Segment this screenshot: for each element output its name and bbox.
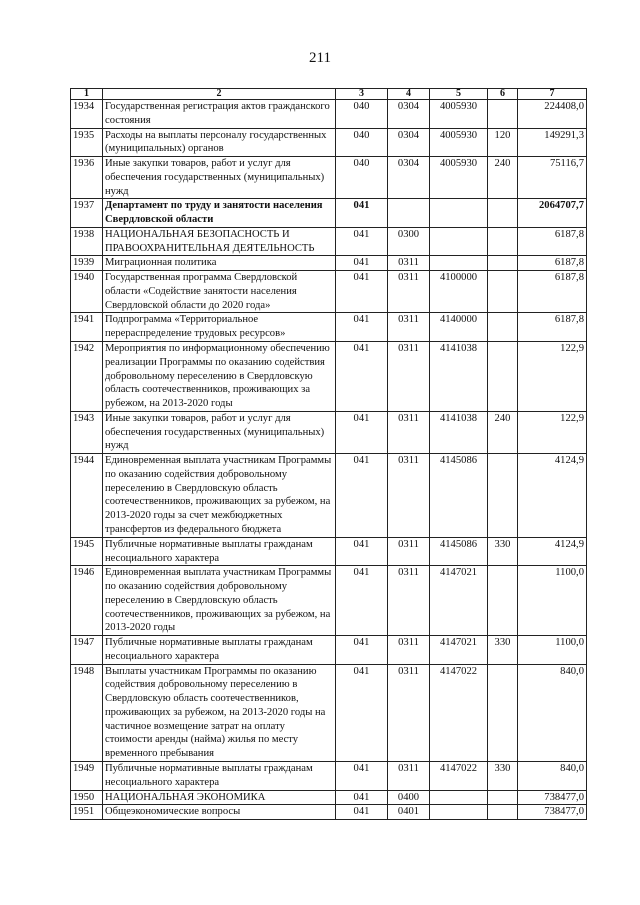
- row-number: 1951: [71, 805, 103, 820]
- row-target-code: [430, 227, 488, 256]
- row-expense-type-code: 330: [488, 761, 518, 790]
- table-row: [71, 199, 587, 228]
- row-name: НАЦИОНАЛЬНАЯ БЕЗОПАСНОСТЬ И ПРАВООХРАНИТЕЛЬНАЯ ДЕЯТЕЛЬНОСТЬ: [103, 227, 336, 256]
- row-target-code: 4147022: [430, 664, 488, 761]
- row-section-code: 0304: [388, 128, 430, 157]
- row-name: Иные закупки товаров, работ и услуг для обеспечения государственных (муниципальных) нужд: [103, 157, 336, 199]
- row-section-code: 0311: [388, 411, 430, 453]
- row-amount: 1100,0: [518, 566, 587, 636]
- table-row: [71, 537, 587, 566]
- table-row: [71, 342, 587, 412]
- row-name: Единовременная выплата участникам Программы по оказанию содействия добровольному переселению в Свердловскую область соотечественников, проживающих за рубежом, на 2013-2020 годы: [103, 566, 336, 636]
- row-ministry-code: 041: [336, 227, 388, 256]
- row-number: 1934: [71, 100, 103, 129]
- row-expense-type-code: [488, 271, 518, 313]
- row-expense-type-code: [488, 454, 518, 538]
- table-row: [71, 566, 587, 636]
- row-ministry-code: 040: [336, 128, 388, 157]
- table-row: [71, 157, 587, 199]
- page-number: 211: [309, 50, 331, 66]
- row-ministry-code: 041: [336, 411, 388, 453]
- row-amount: 840,0: [518, 664, 587, 761]
- row-expense-type-code: [488, 566, 518, 636]
- row-number: 1939: [71, 256, 103, 271]
- table-row: [71, 128, 587, 157]
- row-target-code: 4141038: [430, 342, 488, 412]
- row-target-code: 4147022: [430, 761, 488, 790]
- row-name: Расходы на выплаты персоналу государственных (муниципальных) органов: [103, 128, 336, 157]
- row-number: 1938: [71, 227, 103, 256]
- row-target-code: 4005930: [430, 157, 488, 199]
- row-target-code: [430, 805, 488, 820]
- row-name: Публичные нормативные выплаты гражданам несоциального характера: [103, 537, 336, 566]
- row-number: 1947: [71, 636, 103, 665]
- header-cell-1: 1: [71, 89, 103, 100]
- row-amount: 1100,0: [518, 636, 587, 665]
- table-header-row: [71, 89, 587, 100]
- header-cell-3: 3: [336, 89, 388, 100]
- row-amount: 840,0: [518, 761, 587, 790]
- row-name: Иные закупки товаров, работ и услуг для обеспечения государственных (муниципальных) нужд: [103, 411, 336, 453]
- row-number: 1940: [71, 271, 103, 313]
- row-name: Общеэкономические вопросы: [103, 805, 336, 820]
- row-section-code: 0311: [388, 313, 430, 342]
- row-name: Департамент по труду и занятости населения Свердловской области: [103, 199, 336, 228]
- header-cell-2: 2: [103, 89, 336, 100]
- row-section-code: 0311: [388, 566, 430, 636]
- row-amount: 4124,9: [518, 537, 587, 566]
- row-ministry-code: 041: [336, 664, 388, 761]
- header-cell-6: 6: [488, 89, 518, 100]
- row-number: 1946: [71, 566, 103, 636]
- row-name: Мероприятия по информационному обеспечению реализации Программы по оказанию содействия добровольному переселению в Свердловскую область соотечественников, проживающих за рубежом, на 2013-2020 годы: [103, 342, 336, 412]
- row-name: Миграционная политика: [103, 256, 336, 271]
- row-target-code: 4140000: [430, 313, 488, 342]
- row-expense-type-code: [488, 100, 518, 129]
- header-cell-7: 7: [518, 89, 587, 100]
- row-section-code: 0304: [388, 157, 430, 199]
- row-amount: 224408,0: [518, 100, 587, 129]
- row-name: Государственная регистрация актов гражданского состояния: [103, 100, 336, 129]
- row-section-code: 0311: [388, 454, 430, 538]
- row-amount: 6187,8: [518, 256, 587, 271]
- row-name: Единовременная выплата участникам Программы по оказанию содействия добровольному переселению в Свердловскую область соотечественников, проживающих за рубежом, на 2013-2020 годы за счет межбюджетных трансфертов из федерального бюджета: [103, 454, 336, 538]
- row-expense-type-code: [488, 805, 518, 820]
- row-amount: 122,9: [518, 411, 587, 453]
- row-amount: 738477,0: [518, 805, 587, 820]
- row-ministry-code: 040: [336, 100, 388, 129]
- row-expense-type-code: [488, 790, 518, 805]
- row-expense-type-code: [488, 313, 518, 342]
- table-row: [71, 454, 587, 538]
- row-number: 1948: [71, 664, 103, 761]
- row-section-code: 0311: [388, 537, 430, 566]
- row-number: 1944: [71, 454, 103, 538]
- row-ministry-code: 041: [336, 256, 388, 271]
- row-section-code: 0311: [388, 256, 430, 271]
- header-cell-4: 4: [388, 89, 430, 100]
- row-section-code: 0311: [388, 342, 430, 412]
- row-ministry-code: 041: [336, 537, 388, 566]
- row-expense-type-code: [488, 664, 518, 761]
- row-ministry-code: 040: [336, 157, 388, 199]
- row-ministry-code: 041: [336, 636, 388, 665]
- table-row: [71, 271, 587, 313]
- row-amount: 75116,7: [518, 157, 587, 199]
- row-name: НАЦИОНАЛЬНАЯ ЭКОНОМИКА: [103, 790, 336, 805]
- row-number: 1935: [71, 128, 103, 157]
- row-target-code: 4141038: [430, 411, 488, 453]
- row-number: 1936: [71, 157, 103, 199]
- row-section-code: 0400: [388, 790, 430, 805]
- row-amount: 6187,8: [518, 271, 587, 313]
- row-section-code: 0311: [388, 636, 430, 665]
- row-amount: 2064707,7: [518, 199, 587, 228]
- row-expense-type-code: 330: [488, 537, 518, 566]
- row-expense-type-code: [488, 227, 518, 256]
- row-expense-type-code: 240: [488, 411, 518, 453]
- row-name: Выплаты участникам Программы по оказанию содействия добровольному переселению в Свердловскую область соотечественников, проживающих за рубежом, на 2013-2020 годы на частичное возмещение затрат на оплату стоимости аренды (найма) жилья по месту временного пребывания: [103, 664, 336, 761]
- row-ministry-code: 041: [336, 271, 388, 313]
- table-row: [71, 256, 587, 271]
- row-amount: 6187,8: [518, 313, 587, 342]
- row-name: Публичные нормативные выплаты гражданам несоциального характера: [103, 636, 336, 665]
- row-amount: 4124,9: [518, 454, 587, 538]
- row-number: 1942: [71, 342, 103, 412]
- header-cell-5: 5: [430, 89, 488, 100]
- row-section-code: 0304: [388, 100, 430, 129]
- row-number: 1945: [71, 537, 103, 566]
- table-row: [71, 636, 587, 665]
- row-expense-type-code: [488, 256, 518, 271]
- row-ministry-code: 041: [336, 761, 388, 790]
- row-expense-type-code: 120: [488, 128, 518, 157]
- row-number: 1943: [71, 411, 103, 453]
- row-amount: 149291,3: [518, 128, 587, 157]
- table-row: [71, 313, 587, 342]
- table-row: [71, 411, 587, 453]
- row-amount: 122,9: [518, 342, 587, 412]
- row-amount: 6187,8: [518, 227, 587, 256]
- row-target-code: 4147021: [430, 636, 488, 665]
- row-section-code: 0311: [388, 761, 430, 790]
- row-name: Публичные нормативные выплаты гражданам несоциального характера: [103, 761, 336, 790]
- budget-table: [70, 88, 587, 820]
- row-amount: 738477,0: [518, 790, 587, 805]
- row-ministry-code: 041: [336, 805, 388, 820]
- row-target-code: [430, 256, 488, 271]
- row-ministry-code: 041: [336, 566, 388, 636]
- row-name: Подпрограмма «Территориальное перераспределение трудовых ресурсов»: [103, 313, 336, 342]
- row-ministry-code: 041: [336, 454, 388, 538]
- table-body: [71, 100, 587, 820]
- row-expense-type-code: 330: [488, 636, 518, 665]
- row-number: 1941: [71, 313, 103, 342]
- row-target-code: 4005930: [430, 128, 488, 157]
- row-target-code: 4147021: [430, 566, 488, 636]
- row-target-code: 4005930: [430, 100, 488, 129]
- row-target-code: [430, 790, 488, 805]
- row-target-code: 4100000: [430, 271, 488, 313]
- row-section-code: 0311: [388, 664, 430, 761]
- table-row: [71, 100, 587, 129]
- row-number: 1950: [71, 790, 103, 805]
- table-row: [71, 664, 587, 761]
- table-row: [71, 790, 587, 805]
- row-section-code: 0300: [388, 227, 430, 256]
- row-target-code: 4145086: [430, 537, 488, 566]
- table-row: [71, 761, 587, 790]
- row-name: Государственная программа Свердловской области «Содействие занятости населения Свердловской области до 2020 года»: [103, 271, 336, 313]
- row-target-code: 4145086: [430, 454, 488, 538]
- row-ministry-code: 041: [336, 313, 388, 342]
- row-section-code: 0311: [388, 271, 430, 313]
- row-section-code: 0401: [388, 805, 430, 820]
- row-ministry-code: 041: [336, 790, 388, 805]
- row-ministry-code: 041: [336, 342, 388, 412]
- row-target-code: [430, 199, 488, 228]
- table-row: [71, 227, 587, 256]
- row-expense-type-code: 240: [488, 157, 518, 199]
- table-row: [71, 805, 587, 820]
- row-ministry-code: 041: [336, 199, 388, 228]
- row-number: 1949: [71, 761, 103, 790]
- row-expense-type-code: [488, 342, 518, 412]
- row-section-code: [388, 199, 430, 228]
- row-expense-type-code: [488, 199, 518, 228]
- row-number: 1937: [71, 199, 103, 228]
